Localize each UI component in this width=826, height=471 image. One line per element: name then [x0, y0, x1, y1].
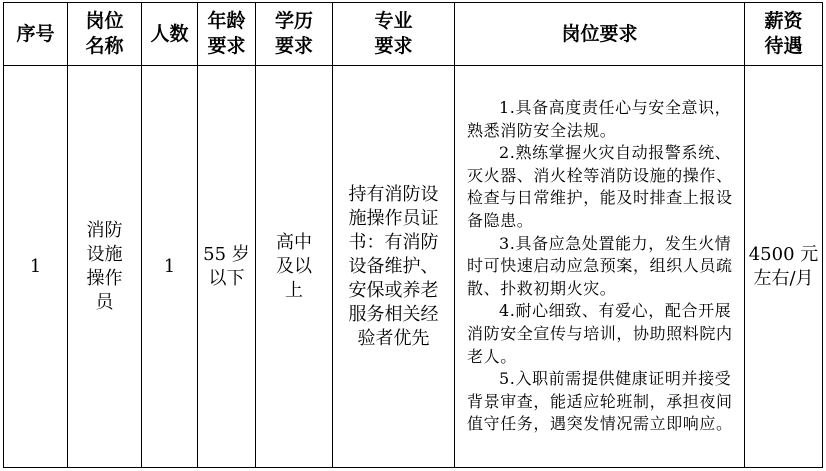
requirement-item: 4.耐心细致、有爱心，配合开展消防安全宣传与培训，协助照料院内老人。 [467, 301, 733, 366]
header-count: 人数 [142, 3, 198, 66]
cell-requirements [455, 66, 745, 468]
requirement-item: 1.具备高度责任心与安全意识，熟悉消防安全法规。 [467, 98, 732, 140]
requirement-item: 2.熟练掌握火灾自动报警系统、灭火器、消火栓等消防设施的操作、检查与日常维护，能及时排查上报设备隐患。 [467, 143, 733, 231]
header-row [4, 3, 823, 66]
header-education: 学历 要求 [256, 3, 333, 66]
cell-seq: 1 [4, 66, 68, 468]
table-row [4, 66, 823, 468]
cell-position: 消防 设施 操作 员 [68, 66, 142, 468]
header-age: 年龄 要求 [198, 3, 256, 66]
requirement-item: 3.具备应急处置能力，发生火情时可快速启动应急预案，组织人员疏散、扑救初期火灾。 [467, 233, 733, 298]
job-requirements-table [3, 2, 823, 468]
header-position: 岗位 名称 [68, 3, 142, 66]
header-requirements: 岗位要求 [455, 3, 745, 66]
header-salary: 薪资 待遇 [745, 3, 823, 66]
cell-age: 55 岁 以下 [198, 66, 256, 468]
cell-education: 高中 及以 上 [256, 66, 333, 468]
requirement-item: 5.入职前需提供健康证明并接受背景审查，能适应轮班制，承担夜间值守任务，遇突发情况需立即响应。 [467, 369, 733, 434]
cell-major: 持有消防设 施操作员证 书：有消防 设备维护、 安保或养老 服务相关经 验者优先 [333, 66, 455, 468]
header-major: 专业 要求 [333, 3, 455, 66]
cell-salary: 4500 元 左右/月 [745, 66, 823, 468]
cell-count: 1 [142, 66, 198, 468]
header-seq: 序号 [4, 3, 68, 66]
